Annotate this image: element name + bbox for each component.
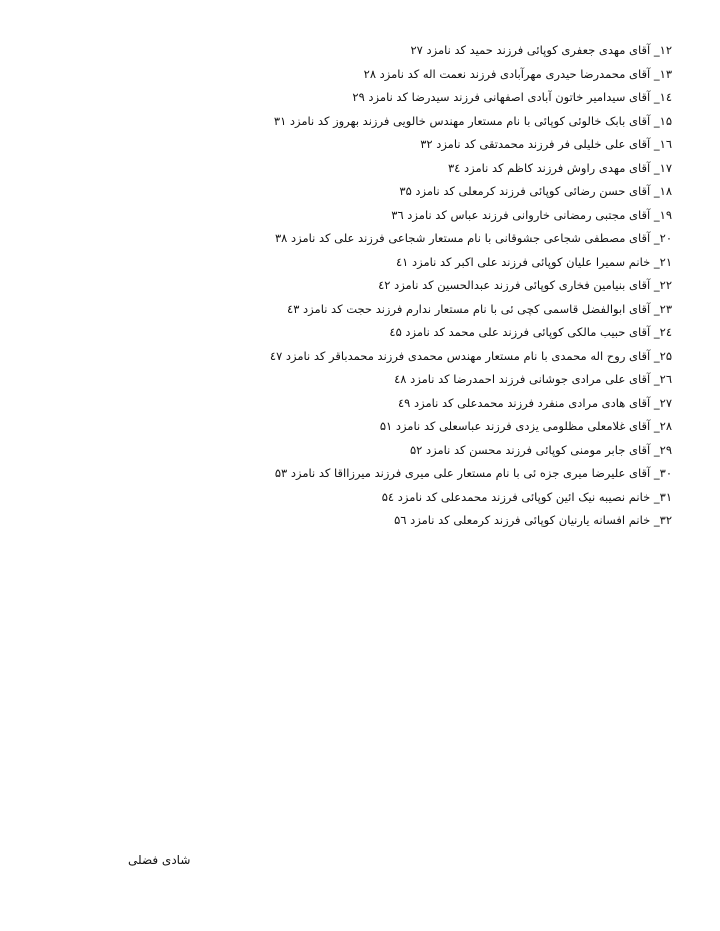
list-item: ۳۲_ خانم افسانه یارنیان کوپائی فرزند کرمعلی کد نامزد ۵٦: [394, 513, 672, 527]
list-item: ۲۹_ آقای جابر مومنی کوپائی فرزند محسن کد نامزد ۵۲: [409, 442, 672, 457]
list-item: ۳۰_ آقای علیرضا میری جزه ئی با نام مستعار علی میری فرزند میرزااقا کد نامزد ۵۳: [274, 466, 672, 480]
list-item: ۱٦_ آقای علی خلیلی فر فرزند محمدتقی کد نامزد ۳۲: [420, 137, 672, 151]
list-item: ۱۷_ آقای مهدی راوش فرزند کاظم کد نامزد ۳٤: [447, 160, 672, 175]
list-item: ۱۹_ آقای مجتبی رمضانی خاروانی فرزند عباس کد نامزد ۳٦: [391, 207, 672, 222]
list-item: ۱٤_ آقای سیدامیر خاتون آبادی اصفهانی فرزند سیدرضا کد نامزد ۲۹: [352, 90, 672, 104]
list-item: ۳۱_ خانم نصیبه نیک ائین کوپائی فرزند محمدعلی کد نامزد ۵٤: [381, 489, 672, 504]
list-item: ۱۵_ آقای بابک خالوئی کوپائی با نام مستعار مهندس خالویی فرزند بهروز کد نامزد ۳۱: [273, 113, 672, 128]
list-item: ۲۷_ آقای هادی مرادی منفرد فرزند محمدعلی کد نامزد ٤۹: [398, 395, 672, 410]
list-item: ۲٦_ آقای علی مرادی جوشانی فرزند احمدرضا کد نامزد ٤۸: [394, 372, 672, 386]
list-item: ۲۲_ آقای بنیامین فخاری کوپائی فرزند عبدالحسین کد نامزد ٤۲: [378, 278, 672, 292]
candidate-list: [112, 39, 672, 533]
list-item: ۱۲_ آقای مهدی جعفری کوپائی فرزند حمید کد نامزد ۲۷: [410, 43, 672, 57]
list-item: ۱۸_ آقای حسن رضائی کوپائی فرزند کرمعلی کد نامزد ۳۵: [399, 184, 672, 198]
signature-name: شادی فضلی: [128, 853, 191, 867]
list-item: ۲۰_ آقای مصطفی شجاعی جشوقانی با نام مستعار شجاعی فرزند علی کد نامزد ۳۸: [274, 231, 672, 245]
list-item: ۲۵_ آقای روح اله محمدی با نام مستعار مهندس محمدی فرزند محمدباقر کد نامزد ٤۷: [269, 348, 672, 363]
list-item: ۱۳_ آقای محمدرضا حیدری مهرآبادی فرزند نعمت اله کد نامزد ۲۸: [363, 66, 672, 81]
list-item: ۲۸_ آقای غلامعلی مظلومی یزدی فرزند عباسعلی کد نامزد ۵۱: [379, 419, 672, 433]
list-item: ۲۳_ آقای ابوالفضل قاسمی کچی ئی با نام مستعار ندارم فرزند حجت کد نامزد ٤۳: [287, 301, 672, 316]
list-item: ۲٤_ آقای حبیب مالکی کوپائی فرزند علی محمد کد نامزد ٤۵: [389, 325, 672, 339]
list-item: ۲۱_ خانم سمیرا علیان کوپائی فرزند علی اکبر کد نامزد ٤۱: [396, 254, 672, 269]
